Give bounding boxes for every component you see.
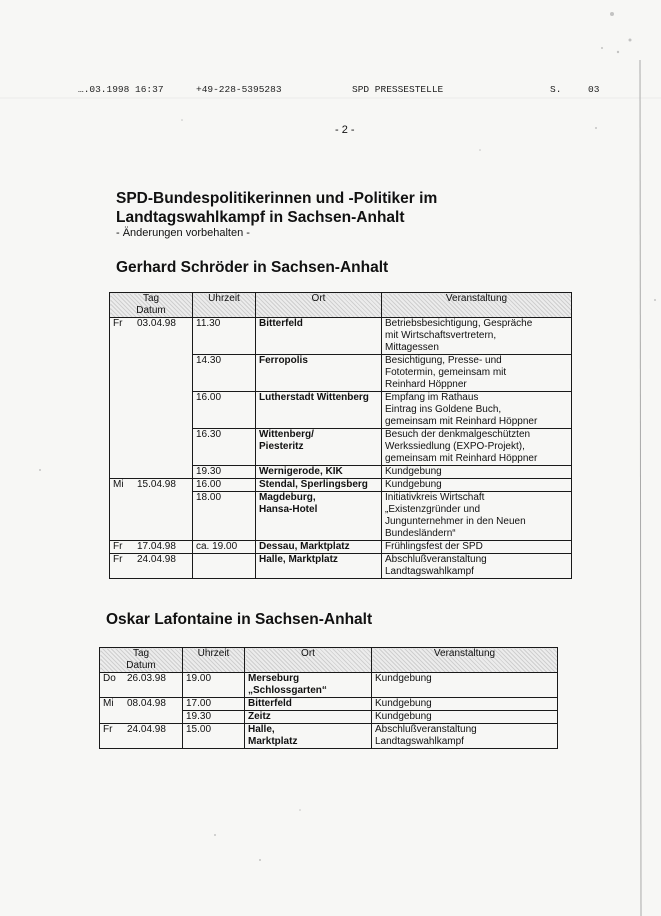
document-title: SPD-Bundespolitikerinnen und -Politiker im Landtagswahlkampf in Sachsen-Anhalt: [116, 190, 438, 226]
page-number: - 2 -: [335, 124, 355, 136]
table-row: [110, 492, 572, 541]
cell-place: Wernigerode, KIK: [256, 466, 382, 479]
cell-event: Betriebsbesichtigung, Gespräche mit Wirtschaftsvertretern, Mittagessen: [382, 318, 572, 355]
weekday: Do: [103, 673, 116, 684]
cell-place: Halle, Marktplatz: [245, 724, 372, 749]
date: 03.04.98: [137, 318, 176, 329]
fax-datetime: ….03.1998 16:37: [78, 84, 164, 95]
cell-event: Empfang im Rathaus Eintrag ins Goldene Buch, gemeinsam mit Reinhard Höppner: [382, 392, 572, 429]
cell-event: Kundgebung: [382, 466, 572, 479]
cell-time: 11.30: [193, 318, 256, 355]
cell-day-date: [110, 429, 193, 466]
cell-day-date: [110, 554, 193, 579]
cell-place: Stendal, Sperlingsberg: [256, 479, 382, 492]
column-header-time: Uhrzeit: [183, 648, 245, 673]
table-row: [100, 711, 558, 724]
cell-event: Kundgebung: [372, 698, 558, 711]
date: 08.04.98: [127, 698, 166, 709]
column-header-place: Ort: [256, 293, 382, 318]
table-row: [110, 392, 572, 429]
table-row: [110, 318, 572, 355]
date: 24.04.98: [127, 724, 166, 735]
cell-day-date: [110, 541, 193, 554]
cell-place: Merseburg „Schlossgarten“: [245, 673, 372, 698]
cell-event: Abschlußveranstaltung Landtagswahlkampf: [382, 554, 572, 579]
fax-sender: SPD PRESSESTELLE: [352, 84, 444, 95]
cell-time: 19.30: [193, 466, 256, 479]
cell-place: Dessau, Marktplatz: [256, 541, 382, 554]
table-row: [110, 466, 572, 479]
column-header-date: Tag Datum: [110, 293, 193, 318]
table-row: [100, 673, 558, 698]
table-row: [110, 355, 572, 392]
cell-event: Besuch der denkmalgeschützten Werkssiedlung (EXPO-Projekt), gemeinsam mit Reinhard Höppner: [382, 429, 572, 466]
table-header-row: [100, 648, 558, 673]
date: 17.04.98: [137, 541, 176, 552]
cell-time: 15.00: [183, 724, 245, 749]
weekday: Fr: [113, 318, 123, 329]
column-header-event: Veranstaltung: [372, 648, 558, 673]
cell-place: Zeitz: [245, 711, 372, 724]
cell-event: Kundgebung: [372, 711, 558, 724]
cell-time: 18.00: [193, 492, 256, 541]
weekday: Fr: [113, 554, 123, 565]
cell-time: 17.00: [183, 698, 245, 711]
cell-day-date: [100, 724, 183, 749]
cell-day-date: [110, 466, 193, 479]
fax-page-number: 03: [588, 84, 600, 95]
cell-time: 16.30: [193, 429, 256, 466]
cell-day-date: [100, 673, 183, 698]
cell-time: ca. 19.00: [193, 541, 256, 554]
table-header-row: [110, 293, 572, 318]
cell-place: Lutherstadt Wittenberg: [256, 392, 382, 429]
table-row: [110, 429, 572, 466]
cell-time: 14.30: [193, 355, 256, 392]
weekday: Mi: [113, 479, 124, 490]
table-row: [110, 541, 572, 554]
cell-place: Magdeburg, Hansa-Hotel: [256, 492, 382, 541]
cell-day-date: [110, 318, 193, 355]
cell-place: Halle, Marktplatz: [256, 554, 382, 579]
cell-event: Kundgebung: [372, 673, 558, 698]
cell-time: [193, 554, 256, 579]
cell-place: Bitterfeld: [256, 318, 382, 355]
date: 26.03.98: [127, 673, 166, 684]
table-row: [110, 554, 572, 579]
cell-place: Wittenberg/ Piesteritz: [256, 429, 382, 466]
cell-event: Abschlußveranstaltung Landtagswahlkampf: [372, 724, 558, 749]
column-header-place: Ort: [245, 648, 372, 673]
cell-place: Bitterfeld: [245, 698, 372, 711]
column-header-time: Uhrzeit: [193, 293, 256, 318]
section-heading-schroeder: Gerhard Schröder in Sachsen-Anhalt: [116, 259, 389, 276]
cell-day-date: [110, 479, 193, 492]
fax-phone: +49-228-5395283: [196, 84, 282, 95]
cell-day-date: [110, 355, 193, 392]
cell-place: Ferropolis: [256, 355, 382, 392]
cell-event: Initiativkreis Wirtschaft „Existenzgründer und Jungunternehmer in den Neuen Bundesländern“: [382, 492, 572, 541]
section-heading-lafontaine: Oskar Lafontaine in Sachsen-Anhalt: [106, 611, 373, 628]
fax-transmission-header: [78, 84, 618, 98]
fax-page-label: S.: [550, 84, 562, 95]
weekday: Mi: [103, 698, 114, 709]
date: 15.04.98: [137, 479, 176, 490]
column-header-event: Veranstaltung: [382, 293, 572, 318]
cell-time: 16.00: [193, 392, 256, 429]
weekday: Fr: [113, 541, 123, 552]
cell-day-date: [100, 698, 183, 711]
column-header-date: Tag Datum: [100, 648, 183, 673]
weekday: Fr: [103, 724, 113, 735]
cell-event: Kundgebung: [382, 479, 572, 492]
schedule-table-lafontaine: [99, 647, 558, 749]
cell-time: 19.30: [183, 711, 245, 724]
cell-event: Frühlingsfest der SPD: [382, 541, 572, 554]
table-row: [110, 479, 572, 492]
date: 24.04.98: [137, 554, 176, 565]
table-row: [100, 698, 558, 711]
cell-day-date: [110, 392, 193, 429]
cell-day-date: [110, 492, 193, 541]
document-subtitle: - Änderungen vorbehalten -: [116, 227, 250, 239]
cell-time: 19.00: [183, 673, 245, 698]
cell-event: Besichtigung, Presse- und Fototermin, gemeinsam mit Reinhard Höppner: [382, 355, 572, 392]
schedule-table-schroeder: [109, 292, 572, 579]
cell-time: 16.00: [193, 479, 256, 492]
table-row: [100, 724, 558, 749]
cell-day-date: [100, 711, 183, 724]
